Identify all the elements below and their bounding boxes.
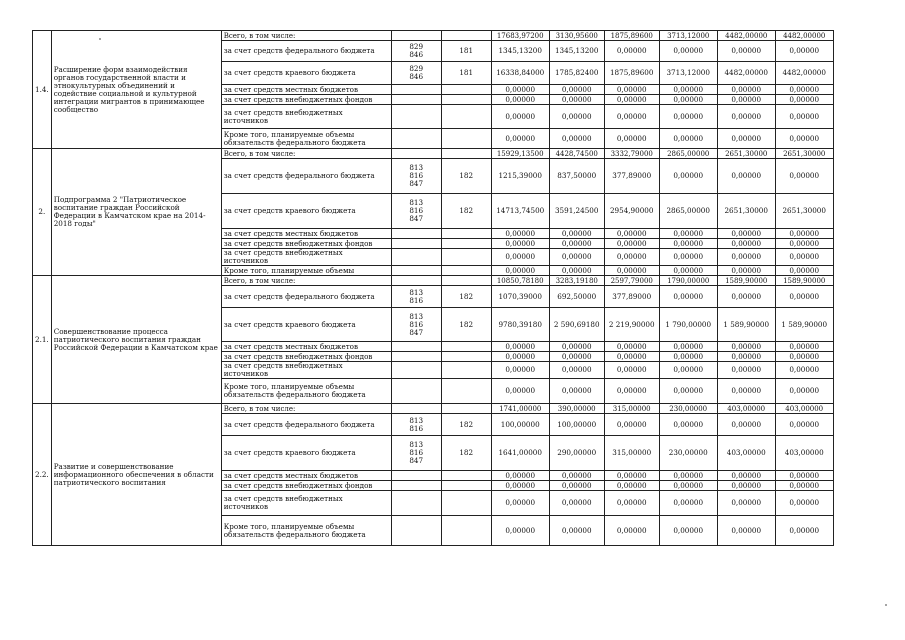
amount-year-2: 0,00000 bbox=[604, 105, 659, 129]
ministry-code: 847 bbox=[409, 456, 424, 465]
amount-year-1: 0,00000 bbox=[549, 342, 604, 352]
amount-total: 0,00000 bbox=[491, 229, 549, 239]
amount-year-3: 2865,00000 bbox=[659, 194, 717, 229]
funding-source: за счет средств местных бюджетов bbox=[221, 471, 391, 481]
amount-year-4: 0,00000 bbox=[717, 129, 775, 149]
ministry-code: 813 bbox=[409, 163, 424, 172]
section-total-row bbox=[33, 31, 834, 41]
amount-year-4: 0,00000 bbox=[717, 286, 775, 308]
section-total-row bbox=[33, 276, 834, 286]
amount-year-2: 0,00000 bbox=[604, 129, 659, 149]
amount-year-3: 0,00000 bbox=[659, 491, 717, 516]
amount-year-1: 2 590,69180 bbox=[549, 308, 604, 342]
amount-year-3: 0,00000 bbox=[659, 286, 717, 308]
ministry-code: 847 bbox=[409, 327, 424, 337]
ministry-codes bbox=[391, 62, 441, 85]
amount-year-2: 0,00000 bbox=[604, 471, 659, 481]
amount-year-4: 0,00000 bbox=[717, 491, 775, 516]
amount-year-2: 2 219,90000 bbox=[604, 308, 659, 342]
amount-year-2: 0,00000 bbox=[604, 41, 659, 62]
amount-year-5: 0,00000 bbox=[775, 105, 833, 129]
amount-year-1: 0,00000 bbox=[549, 229, 604, 239]
amount-year-3: 3713,12000 bbox=[659, 31, 717, 41]
amount-year-5: 0,00000 bbox=[775, 379, 833, 404]
ministry-codes bbox=[391, 31, 441, 41]
amount-year-3: 0,00000 bbox=[659, 516, 717, 546]
amount-year-2: 0,00000 bbox=[604, 379, 659, 404]
amount-year-2: 1875,89600 bbox=[604, 31, 659, 41]
program-code bbox=[441, 149, 491, 159]
program-code: 182 bbox=[441, 159, 491, 194]
amount-year-3: 0,00000 bbox=[659, 229, 717, 239]
amount-year-2: 315,00000 bbox=[604, 436, 659, 471]
ministry-code: 813 bbox=[409, 287, 424, 297]
ministry-codes bbox=[391, 41, 441, 62]
amount-year-5: 0,00000 bbox=[775, 85, 833, 95]
funding-source: за счет средств внебюджетных источников bbox=[221, 362, 391, 379]
amount-year-5: 0,00000 bbox=[775, 159, 833, 194]
amount-year-4: 0,00000 bbox=[717, 41, 775, 62]
amount-year-4: 0,00000 bbox=[717, 95, 775, 105]
funding-source: за счет средств местных бюджетов bbox=[221, 229, 391, 239]
program-code bbox=[441, 105, 491, 129]
amount-year-4: 403,00000 bbox=[717, 436, 775, 471]
amount-year-4: 4482,00000 bbox=[717, 62, 775, 85]
ministry-codes bbox=[391, 362, 441, 379]
budget-table bbox=[32, 30, 834, 546]
amount-year-5: 0,00000 bbox=[775, 249, 833, 266]
amount-year-2: 0,00000 bbox=[604, 362, 659, 379]
funding-source: за счет средств федерального бюджета bbox=[221, 41, 391, 62]
amount-year-4: 0,00000 bbox=[717, 414, 775, 436]
amount-year-1: 0,00000 bbox=[549, 266, 604, 276]
funding-source: за счет средств внебюджетных фондов bbox=[221, 352, 391, 362]
funding-source: за счет средств внебюджетных фондов bbox=[221, 481, 391, 491]
program-code: 181 bbox=[441, 62, 491, 85]
funding-source: за счет средств краевого бюджета bbox=[221, 194, 391, 229]
ministry-codes bbox=[391, 379, 441, 404]
ministry-code: 847 bbox=[409, 214, 424, 223]
amount-year-3: 0,00000 bbox=[659, 159, 717, 194]
amount-total: 0,00000 bbox=[491, 481, 549, 491]
funding-source: Кроме того, планируемые объемы обязательств федерального бюджета bbox=[221, 516, 391, 546]
amount-year-3: 0,00000 bbox=[659, 471, 717, 481]
amount-year-5: 0,00000 bbox=[775, 266, 833, 276]
funding-source: Кроме того, планируемые объемы обязательств федерального бюджета bbox=[221, 129, 391, 149]
ministry-codes bbox=[391, 159, 441, 194]
funding-source: Кроме того, планируемые объемы обязательств федерального бюджета bbox=[221, 379, 391, 404]
program-code bbox=[441, 239, 491, 249]
amount-year-1: 0,00000 bbox=[549, 85, 604, 95]
amount-year-1: 3591,24500 bbox=[549, 194, 604, 229]
amount-year-1: 3130,95600 bbox=[549, 31, 604, 41]
amount-total: 0,00000 bbox=[491, 85, 549, 95]
funding-source: за счет средств внебюджетных источников bbox=[221, 491, 391, 516]
amount-year-3: 0,00000 bbox=[659, 481, 717, 491]
amount-year-3: 0,00000 bbox=[659, 266, 717, 276]
ministry-codes bbox=[391, 471, 441, 481]
amount-year-5: 0,00000 bbox=[775, 352, 833, 362]
amount-year-5: 0,00000 bbox=[775, 342, 833, 352]
amount-year-2: 2954,90000 bbox=[604, 194, 659, 229]
amount-year-3: 3713,12000 bbox=[659, 62, 717, 85]
amount-year-4: 4482,00000 bbox=[717, 31, 775, 41]
amount-year-3: 0,00000 bbox=[659, 414, 717, 436]
program-code bbox=[441, 471, 491, 481]
amount-year-3: 0,00000 bbox=[659, 85, 717, 95]
funding-source: Всего, в том числе: bbox=[221, 404, 391, 414]
amount-total: 0,00000 bbox=[491, 249, 549, 266]
amount-year-1: 4428,74500 bbox=[549, 149, 604, 159]
amount-year-2: 0,00000 bbox=[604, 352, 659, 362]
section-name: Совершенствование процесса патриотического воспитания граждан Российской Федерации в Камчатском крае bbox=[51, 276, 221, 404]
amount-total: 9780,39180 bbox=[491, 308, 549, 342]
amount-year-2: 1875,89600 bbox=[604, 62, 659, 85]
amount-total: 0,00000 bbox=[491, 342, 549, 352]
funding-source: за счет средств внебюджетных источников bbox=[221, 249, 391, 266]
amount-year-3: 0,00000 bbox=[659, 41, 717, 62]
amount-year-5: 2651,30000 bbox=[775, 194, 833, 229]
amount-total: 17683,97200 bbox=[491, 31, 549, 41]
amount-total: 16338,84000 bbox=[491, 62, 549, 85]
program-code bbox=[441, 362, 491, 379]
ministry-code: 847 bbox=[409, 179, 424, 188]
amount-total: 0,00000 bbox=[491, 491, 549, 516]
amount-year-4: 0,00000 bbox=[717, 266, 775, 276]
ministry-code: 813 bbox=[409, 311, 424, 321]
funding-source: за счет средств краевого бюджета bbox=[221, 308, 391, 342]
amount-year-2: 0,00000 bbox=[604, 481, 659, 491]
funding-source: за счет средств федерального бюджета bbox=[221, 414, 391, 436]
ministry-codes bbox=[391, 436, 441, 471]
ministry-codes bbox=[391, 194, 441, 229]
program-code bbox=[441, 276, 491, 286]
amount-year-4: 1589,90000 bbox=[717, 276, 775, 286]
amount-year-1: 0,00000 bbox=[549, 95, 604, 105]
amount-year-5: 4482,00000 bbox=[775, 31, 833, 41]
amount-year-2: 3332,79000 bbox=[604, 149, 659, 159]
amount-year-2: 0,00000 bbox=[604, 516, 659, 546]
amount-year-1: 0,00000 bbox=[549, 379, 604, 404]
amount-total: 0,00000 bbox=[491, 362, 549, 379]
amount-year-4: 0,00000 bbox=[717, 159, 775, 194]
program-code bbox=[441, 266, 491, 276]
amount-total: 1741,00000 bbox=[491, 404, 549, 414]
program-code bbox=[441, 516, 491, 546]
section-index: 2.2. bbox=[33, 404, 52, 546]
program-code bbox=[441, 85, 491, 95]
program-code: 182 bbox=[441, 308, 491, 342]
ministry-code: 829 bbox=[409, 64, 424, 73]
amount-year-3: 0,00000 bbox=[659, 342, 717, 352]
amount-year-5: 1589,90000 bbox=[775, 276, 833, 286]
amount-year-1: 692,50000 bbox=[549, 286, 604, 308]
program-code bbox=[441, 129, 491, 149]
amount-year-1: 837,50000 bbox=[549, 159, 604, 194]
amount-year-3: 0,00000 bbox=[659, 105, 717, 129]
ministry-codes bbox=[391, 286, 441, 308]
amount-year-1: 0,00000 bbox=[549, 249, 604, 266]
amount-year-4: 0,00000 bbox=[717, 229, 775, 239]
budget-table-body bbox=[33, 31, 834, 546]
ministry-codes bbox=[391, 95, 441, 105]
amount-year-1: 0,00000 bbox=[549, 491, 604, 516]
amount-year-4: 0,00000 bbox=[717, 239, 775, 249]
amount-total: 14713,74500 bbox=[491, 194, 549, 229]
amount-total: 1215,39000 bbox=[491, 159, 549, 194]
section-index: 1.4. bbox=[33, 31, 52, 149]
amount-year-3: 0,00000 bbox=[659, 129, 717, 149]
amount-year-3: 0,00000 bbox=[659, 379, 717, 404]
amount-year-3: 0,00000 bbox=[659, 95, 717, 105]
amount-year-2: 0,00000 bbox=[604, 266, 659, 276]
ministry-codes bbox=[391, 491, 441, 516]
ministry-codes bbox=[391, 85, 441, 95]
section-total-row bbox=[33, 149, 834, 159]
amount-year-1: 0,00000 bbox=[549, 105, 604, 129]
amount-total: 0,00000 bbox=[491, 516, 549, 546]
section-total-row bbox=[33, 404, 834, 414]
amount-year-5: 2651,30000 bbox=[775, 149, 833, 159]
funding-source: за счет средств внебюджетных источников bbox=[221, 105, 391, 129]
amount-total: 0,00000 bbox=[491, 379, 549, 404]
ministry-code: 813 bbox=[409, 198, 424, 207]
amount-year-5: 0,00000 bbox=[775, 41, 833, 62]
funding-source: за счет средств федерального бюджета bbox=[221, 159, 391, 194]
amount-year-4: 0,00000 bbox=[717, 481, 775, 491]
ministry-codes bbox=[391, 239, 441, 249]
amount-year-5: 0,00000 bbox=[775, 491, 833, 516]
amount-total: 1070,39000 bbox=[491, 286, 549, 308]
section-index: 2.1. bbox=[33, 276, 52, 404]
program-code bbox=[441, 249, 491, 266]
ministry-codes bbox=[391, 404, 441, 414]
section-name: Расширение форм взаимодействия органов государственной власти и этнокультурных объединений и содействие социальной и культурной интеграции мигрантов в принимающее сообщество bbox=[51, 31, 221, 149]
amount-total: 1641,00000 bbox=[491, 436, 549, 471]
program-code: 182 bbox=[441, 436, 491, 471]
section-name: Подпрограмма 2 "Патриотическое воспитание граждан Российской Федерации в Камчатском крае на 2014-2018 годы" bbox=[51, 149, 221, 276]
amount-year-3: 1 790,00000 bbox=[659, 308, 717, 342]
amount-year-5: 0,00000 bbox=[775, 362, 833, 379]
amount-year-4: 0,00000 bbox=[717, 105, 775, 129]
amount-year-1: 0,00000 bbox=[549, 362, 604, 379]
section-index: 2. bbox=[33, 149, 52, 276]
scan-speck bbox=[99, 38, 101, 40]
amount-year-1: 1785,82400 bbox=[549, 62, 604, 85]
amount-total: 0,00000 bbox=[491, 129, 549, 149]
ministry-code: 813 bbox=[409, 440, 424, 449]
amount-year-5: 0,00000 bbox=[775, 95, 833, 105]
program-code bbox=[441, 95, 491, 105]
amount-year-2: 0,00000 bbox=[604, 95, 659, 105]
ministry-code: 816 bbox=[409, 423, 424, 433]
amount-year-4: 0,00000 bbox=[717, 342, 775, 352]
amount-year-4: 0,00000 bbox=[717, 379, 775, 404]
amount-year-1: 0,00000 bbox=[549, 471, 604, 481]
amount-year-5: 403,00000 bbox=[775, 404, 833, 414]
amount-total: 0,00000 bbox=[491, 352, 549, 362]
amount-total: 0,00000 bbox=[491, 266, 549, 276]
scan-speck bbox=[885, 604, 887, 606]
ministry-codes bbox=[391, 149, 441, 159]
funding-source: Кроме того, планируемые объемы bbox=[221, 266, 391, 276]
ministry-codes bbox=[391, 352, 441, 362]
amount-year-2: 377,89000 bbox=[604, 159, 659, 194]
amount-total: 0,00000 bbox=[491, 105, 549, 129]
program-code bbox=[441, 342, 491, 352]
amount-year-4: 2651,30000 bbox=[717, 194, 775, 229]
ministry-code: 816 bbox=[409, 171, 424, 180]
ministry-code: 846 bbox=[409, 50, 424, 59]
program-code: 182 bbox=[441, 194, 491, 229]
amount-year-3: 230,00000 bbox=[659, 436, 717, 471]
amount-year-3: 230,00000 bbox=[659, 404, 717, 414]
program-code bbox=[441, 229, 491, 239]
ministry-code: 816 bbox=[409, 448, 424, 457]
funding-source: за счет средств внебюджетных фондов bbox=[221, 239, 391, 249]
amount-year-2: 0,00000 bbox=[604, 229, 659, 239]
funding-source: Всего, в том числе: bbox=[221, 149, 391, 159]
amount-total: 0,00000 bbox=[491, 95, 549, 105]
amount-year-4: 1 589,90000 bbox=[717, 308, 775, 342]
amount-year-1: 3283,19180 bbox=[549, 276, 604, 286]
amount-year-2: 377,89000 bbox=[604, 286, 659, 308]
amount-year-5: 4482,00000 bbox=[775, 62, 833, 85]
amount-year-2: 0,00000 bbox=[604, 249, 659, 266]
program-code bbox=[441, 481, 491, 491]
amount-year-3: 0,00000 bbox=[659, 239, 717, 249]
budget-sheet bbox=[32, 30, 834, 546]
amount-total: 0,00000 bbox=[491, 239, 549, 249]
amount-year-2: 0,00000 bbox=[604, 85, 659, 95]
program-code: 182 bbox=[441, 414, 491, 436]
ministry-code: 816 bbox=[409, 206, 424, 215]
section-name: Развитие и совершенствование информационного обеспечения в области патриотического воспитания bbox=[51, 404, 221, 546]
ministry-code: 816 bbox=[409, 319, 424, 329]
amount-year-1: 390,00000 bbox=[549, 404, 604, 414]
amount-year-2: 315,00000 bbox=[604, 404, 659, 414]
amount-year-5: 0,00000 bbox=[775, 481, 833, 491]
ministry-codes bbox=[391, 342, 441, 352]
amount-year-1: 0,00000 bbox=[549, 239, 604, 249]
ministry-codes bbox=[391, 229, 441, 239]
amount-year-4: 2651,30000 bbox=[717, 149, 775, 159]
amount-year-1: 0,00000 bbox=[549, 129, 604, 149]
amount-year-2: 2597,79000 bbox=[604, 276, 659, 286]
amount-total: 10850,78180 bbox=[491, 276, 549, 286]
ministry-codes bbox=[391, 266, 441, 276]
program-code bbox=[441, 379, 491, 404]
funding-source: за счет средств внебюджетных фондов bbox=[221, 95, 391, 105]
ministry-code: 816 bbox=[409, 295, 424, 305]
amount-year-3: 1790,00000 bbox=[659, 276, 717, 286]
amount-year-5: 0,00000 bbox=[775, 471, 833, 481]
ministry-codes bbox=[391, 105, 441, 129]
amount-year-4: 0,00000 bbox=[717, 352, 775, 362]
amount-year-5: 0,00000 bbox=[775, 239, 833, 249]
funding-source: за счет средств краевого бюджета bbox=[221, 62, 391, 85]
program-code: 181 bbox=[441, 41, 491, 62]
amount-year-3: 0,00000 bbox=[659, 352, 717, 362]
program-code: 182 bbox=[441, 286, 491, 308]
amount-year-2: 0,00000 bbox=[604, 491, 659, 516]
amount-year-1: 290,00000 bbox=[549, 436, 604, 471]
program-code bbox=[441, 31, 491, 41]
amount-year-4: 0,00000 bbox=[717, 85, 775, 95]
ministry-codes bbox=[391, 276, 441, 286]
amount-year-1: 1345,13200 bbox=[549, 41, 604, 62]
amount-year-1: 0,00000 bbox=[549, 516, 604, 546]
amount-year-4: 0,00000 bbox=[717, 249, 775, 266]
program-code bbox=[441, 491, 491, 516]
amount-year-1: 0,00000 bbox=[549, 352, 604, 362]
amount-year-5: 1 589,90000 bbox=[775, 308, 833, 342]
funding-source: за счет средств местных бюджетов bbox=[221, 85, 391, 95]
amount-year-3: 2865,00000 bbox=[659, 149, 717, 159]
amount-year-5: 0,00000 bbox=[775, 129, 833, 149]
amount-total: 100,00000 bbox=[491, 414, 549, 436]
amount-year-5: 403,00000 bbox=[775, 436, 833, 471]
amount-year-3: 0,00000 bbox=[659, 249, 717, 266]
amount-year-4: 0,00000 bbox=[717, 516, 775, 546]
funding-source: за счет средств краевого бюджета bbox=[221, 436, 391, 471]
ministry-codes bbox=[391, 481, 441, 491]
amount-year-2: 0,00000 bbox=[604, 414, 659, 436]
ministry-codes bbox=[391, 308, 441, 342]
amount-total: 1345,13200 bbox=[491, 41, 549, 62]
amount-year-5: 0,00000 bbox=[775, 286, 833, 308]
ministry-code: 846 bbox=[409, 72, 424, 81]
amount-year-5: 0,00000 bbox=[775, 414, 833, 436]
amount-total: 15929,13500 bbox=[491, 149, 549, 159]
program-code bbox=[441, 404, 491, 414]
funding-source: Всего, в том числе: bbox=[221, 31, 391, 41]
funding-source: за счет средств местных бюджетов bbox=[221, 342, 391, 352]
ministry-codes bbox=[391, 129, 441, 149]
amount-year-4: 0,00000 bbox=[717, 471, 775, 481]
amount-year-3: 0,00000 bbox=[659, 362, 717, 379]
amount-year-4: 0,00000 bbox=[717, 362, 775, 379]
ministry-codes bbox=[391, 516, 441, 546]
ministry-code: 829 bbox=[409, 42, 424, 51]
amount-year-2: 0,00000 bbox=[604, 342, 659, 352]
amount-year-5: 0,00000 bbox=[775, 229, 833, 239]
amount-year-5: 0,00000 bbox=[775, 516, 833, 546]
amount-total: 0,00000 bbox=[491, 471, 549, 481]
amount-year-2: 0,00000 bbox=[604, 239, 659, 249]
funding-source: за счет средств федерального бюджета bbox=[221, 286, 391, 308]
ministry-codes bbox=[391, 414, 441, 436]
ministry-codes bbox=[391, 249, 441, 266]
amount-year-1: 100,00000 bbox=[549, 414, 604, 436]
amount-year-1: 0,00000 bbox=[549, 481, 604, 491]
program-code bbox=[441, 352, 491, 362]
amount-year-4: 403,00000 bbox=[717, 404, 775, 414]
funding-source: Всего, в том числе: bbox=[221, 276, 391, 286]
ministry-code: 813 bbox=[409, 415, 424, 425]
